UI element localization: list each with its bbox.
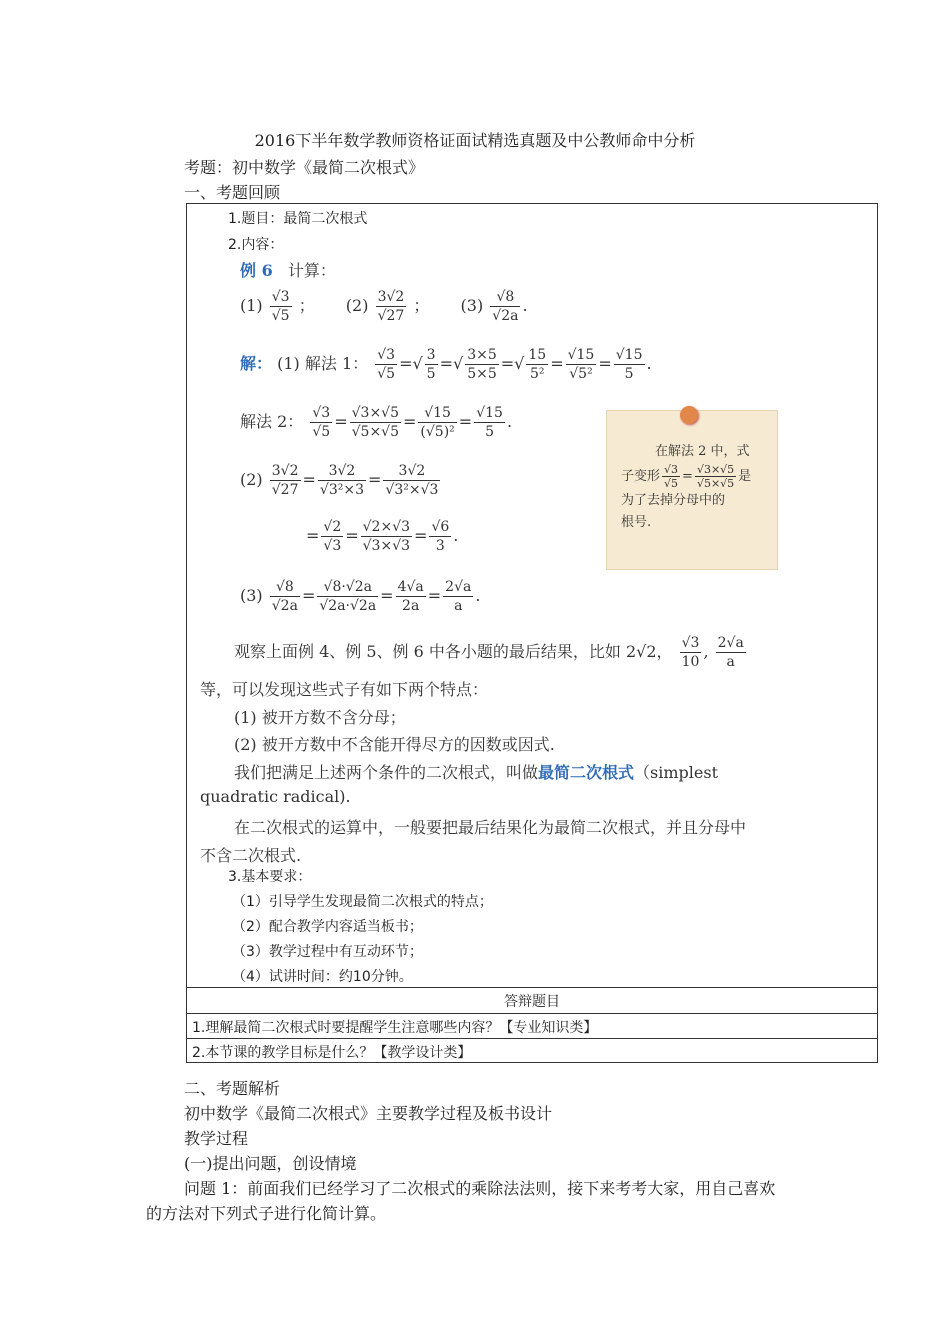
note-text: 是 — [738, 469, 752, 484]
note-line-1: 在解法 2 中，式 — [655, 444, 750, 459]
problem-list: (1) $\frac{√3}{√5}$ ； (2) $\frac{3√2}{√27}$ ； (3) $\frac{√8}{√2a}$ . — [240, 289, 528, 324]
exam-topic: 考题：初中数学《最简二次根式》 — [184, 158, 425, 177]
note-line-4: 根号. — [621, 515, 652, 530]
section-heading-analysis: 二、考题解析 — [184, 1079, 281, 1098]
problem-separator: ； — [413, 296, 430, 315]
textbook-line-4 — [234, 760, 718, 783]
method-2-label: 解法 2： — [240, 412, 304, 431]
problem-2-label: (2) — [345, 296, 369, 315]
defense-header: 答辩题目 — [504, 994, 560, 1010]
note-line-3: 为了去掉分母中的 — [621, 493, 726, 508]
divider — [186, 1013, 878, 1014]
solution-2-line-1: (2) $\frac{3√2}{√27}$ = $\frac{3√2}{\text{√3²×3}}$ = $\frac{3√2}{\text{√3²×√3}}$ — [240, 463, 439, 498]
solution-label: 解： — [240, 354, 273, 373]
analysis-line-1: 初中数学《最简二次根式》主要教学过程及板书设计 — [184, 1104, 553, 1123]
content-label: 2.内容： — [228, 237, 284, 253]
textbook-line-3: (2) 被开方数中不含能开得尽方的因数或因式. — [234, 735, 555, 754]
sticky-note — [606, 410, 778, 570]
term-english: （simplest — [634, 763, 719, 782]
textbook-line-2: (1) 被开方数不含分母； — [234, 708, 406, 727]
requirement-2: （2）配合教学内容适当板书； — [232, 919, 423, 935]
textbook-line-6: 在二次根式的运算中，一般要把最后结果化为最简二次根式，并且分母中 — [234, 818, 747, 837]
question-title: 1.题目：最简二次根式 — [228, 211, 368, 227]
observe-text: 观察上面例 4、例 5、例 6 中各小题的最后结果，比如 2√2， — [234, 642, 673, 661]
textbook-line-5: quadratic radical). — [200, 787, 351, 806]
divider — [186, 987, 878, 988]
analysis-line-5: 的方法对下列式子进行化简计算。 — [146, 1204, 387, 1223]
solution-3: (3) $\frac{√8}{√2a}$ = $\frac{√8\cdot√2a}{√2a\cdot√2a}$ = $\frac{4√a}{2a}$ = $\frac{2√a}{a}$ . — [240, 579, 481, 614]
analysis-line-4: 问题 1：前面我们已经学习了二次根式的乘除法法则，接下来考考大家，用自己喜欢 — [184, 1179, 776, 1198]
textbook-line-7: 不含二次根式. — [200, 846, 302, 865]
observe-line: 观察上面例 4、例 5、例 6 中各小题的最后结果，比如 2√2， $\frac{√3}{10}$ , $\frac{2√a}{a}$ — [234, 635, 744, 670]
analysis-line-3: (一)提出问题，创设情境 — [184, 1154, 357, 1173]
note-text: 子变形 — [621, 469, 661, 484]
problem-3-label: (3) — [460, 296, 484, 315]
section-heading-review: 一、考题回顾 — [184, 183, 281, 202]
solution-method-1: 解： (1) 解法 1： $\frac{√3}{√5}$ =√ $\frac{3}{5}$ =√ $\frac{3\times 5}{5\times 5}$ =√ $\frac{15}{\text{5²}}$ = $\frac{√15}{\text{√5²}}$ = $\frac{√15}{5}$ . — [240, 347, 652, 382]
requirement-3: （3）教学过程中有互动环节； — [232, 944, 423, 960]
note-line-2: 子变形 $\frac{√3}{√5}$ = $\frac{√3\times√5}{√5\times√5}$ 是 — [621, 463, 752, 490]
method-1-label: (1) 解法 1： — [277, 354, 369, 373]
textbook-line-1: 等，可以发现这些式子有如下两个特点： — [200, 680, 489, 699]
example-heading — [240, 258, 336, 281]
example-task: 计算： — [287, 261, 336, 280]
problem-1-label: (1) — [240, 296, 263, 315]
problem-3-label: (3) — [240, 586, 263, 605]
analysis-line-2: 教学过程 — [184, 1129, 249, 1148]
example-label: 例 6 — [240, 261, 273, 280]
requirements-label: 3.基本要求： — [228, 869, 312, 885]
problem-2-label: (2) — [240, 470, 263, 489]
solution-method-2: 解法 2： $\frac{√3}{√5}$ = $\frac{√3\times√5}{√5\times√5}$ = $\frac{√15}{\text{(√5)²}}$ = $\frac{√15}{5}$ . — [240, 405, 513, 440]
pushpin-icon — [680, 406, 698, 424]
solution-2-line-2: = $\frac{√2}{√3}$ = $\frac{√2\times√3}{√3\times√3}$ = $\frac{√6}{3}$ . — [306, 519, 459, 554]
definition-text: 我们把满足上述两个条件的二次根式，叫做 — [234, 763, 539, 782]
term-highlight: 最简二次根式 — [538, 763, 635, 782]
document-title: 2016下半年数学教师资格证面试精选真题及中公教师命中分析 — [254, 131, 696, 150]
defense-question-1: 1.理解最简二次根式时要提醒学生注意哪些内容？【专业知识类】 — [192, 1020, 598, 1036]
defense-question-2: 2.本节课的教学目标是什么？【教学设计类】 — [192, 1045, 472, 1061]
divider — [186, 1038, 878, 1039]
requirement-4: （4）试讲时间：约10分钟。 — [232, 969, 413, 985]
requirement-1: （1）引导学生发现最简二次根式的特点； — [232, 894, 493, 910]
problem-separator: ； — [298, 296, 315, 315]
